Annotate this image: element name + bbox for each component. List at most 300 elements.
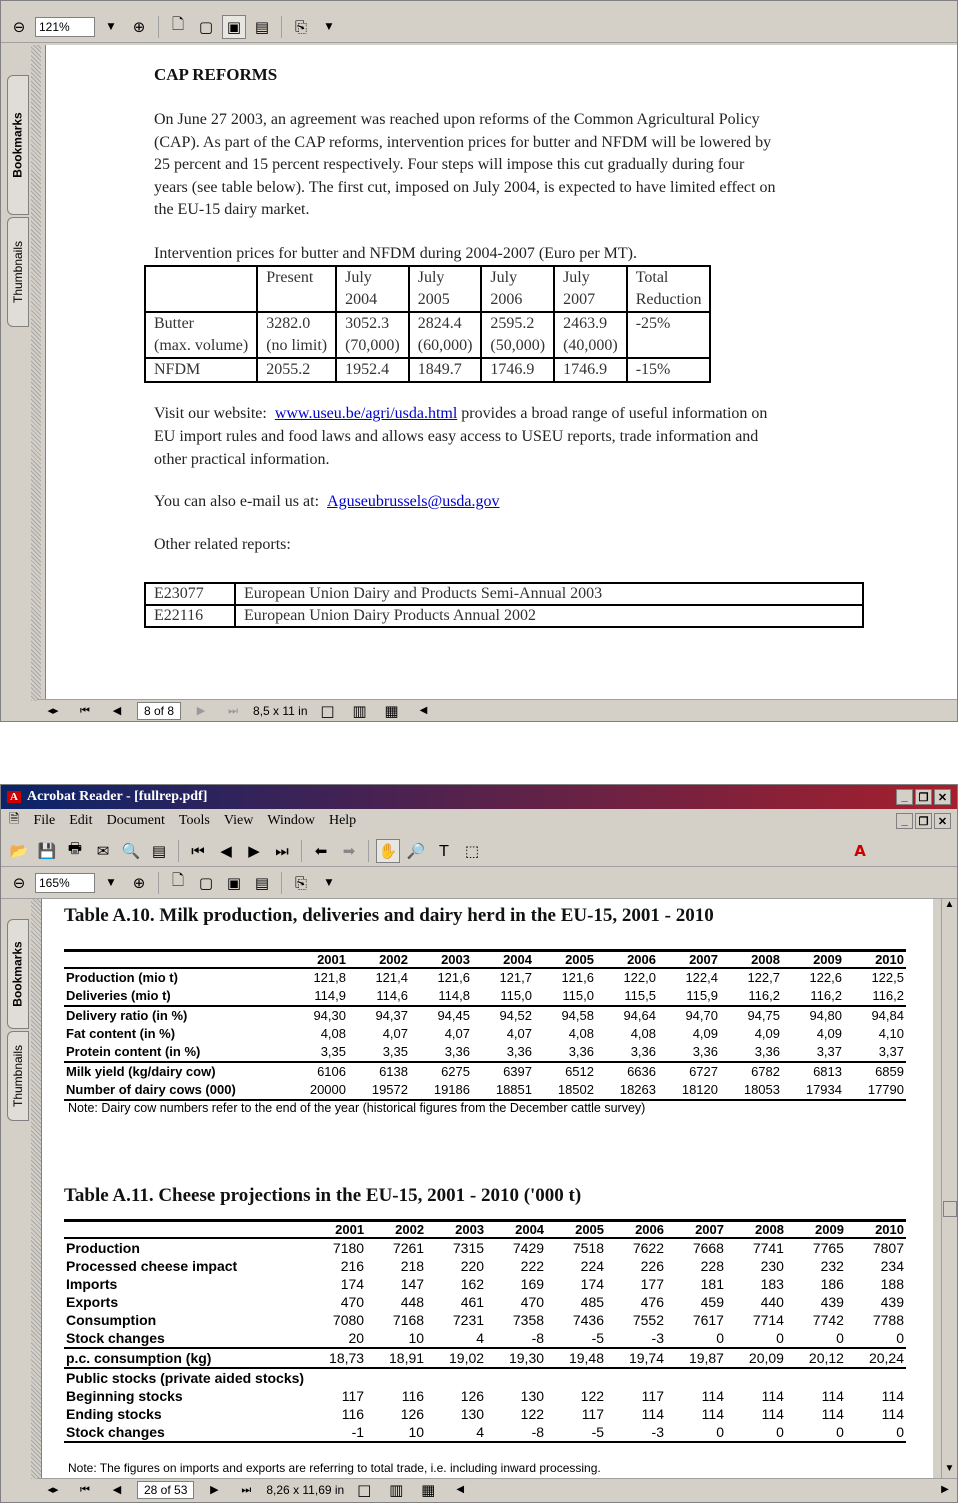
table-cell: 3,35 — [286, 1043, 348, 1062]
table-cell — [145, 312, 257, 358]
year-header: 2009 — [782, 951, 844, 969]
report-code: E23077 — [145, 583, 235, 605]
first-page-icon[interactable]: ⏮ — [191, 841, 205, 860]
table-cell: 114 — [761, 1388, 784, 1404]
table-row — [64, 1293, 906, 1311]
table-cell — [426, 1368, 486, 1387]
table-cell: 0 — [786, 1423, 846, 1442]
single-page-icon[interactable]: □ — [357, 1480, 372, 1499]
table-cell: 20,09 — [726, 1348, 786, 1368]
continuous-facing-icon[interactable]: ▦ — [421, 1480, 436, 1499]
table-cell: 114 — [701, 1406, 724, 1422]
table-cell — [145, 358, 257, 382]
year-header: 2004 — [486, 1221, 546, 1239]
go-back-icon[interactable]: ⬅ — [314, 841, 328, 860]
cell-line: -25% — [635, 315, 671, 332]
table-cell: 174 — [580, 1276, 605, 1292]
header-line: Present — [266, 269, 314, 286]
table-cell: 234 — [880, 1258, 904, 1274]
scroll-up-icon[interactable]: ▲ — [944, 899, 955, 910]
graphics-select-icon[interactable]: ⬚ — [464, 841, 480, 860]
split-icon[interactable]: ◂▸ — [47, 1483, 59, 1496]
page-number-field[interactable]: 8 of 8 — [137, 702, 181, 720]
table-cell: -3 — [606, 1329, 666, 1348]
scroll-right-icon[interactable]: ▶ — [941, 1484, 949, 1495]
table-cell: 0 — [666, 1423, 726, 1442]
row-label: Stock changes — [64, 1329, 306, 1348]
next-page-icon[interactable]: ▶ — [210, 1483, 219, 1496]
table-cell: 224 — [580, 1258, 605, 1274]
header-line: July — [417, 269, 445, 286]
window-title: Acrobat Reader - [fullrep.pdf] — [26, 789, 208, 804]
table-cell: 461 — [460, 1294, 485, 1310]
year-header: 2004 — [472, 951, 534, 969]
table-cell: 4 — [426, 1423, 486, 1442]
table-row — [145, 583, 863, 605]
table-row — [64, 1329, 906, 1348]
table-cell: 7552 — [632, 1312, 664, 1328]
table-cell: 186 — [820, 1276, 844, 1292]
website-paragraph — [154, 402, 767, 471]
cell-line: 1849.7 — [417, 361, 462, 378]
previous-page-icon[interactable]: ◀ — [112, 1483, 122, 1496]
table-a10-title: Table A.10. Milk production, deliveries and dairy herd in the EU-15, 2001 - 2010 — [64, 905, 714, 926]
cell-line: 3052.3 — [345, 315, 390, 332]
reader-window-top — [0, 0, 958, 722]
para-line: years (see table below). The first cut, imposed on July 2004, is expected to have limited effect on — [154, 178, 776, 196]
text-select-icon[interactable]: T — [439, 841, 449, 860]
header-line: July — [563, 269, 590, 286]
table-cell: 3,36 — [472, 1043, 534, 1062]
table-row — [64, 1348, 906, 1368]
minimize-icon[interactable]: _ — [896, 789, 913, 805]
row-label: p.c. consumption (kg) — [64, 1348, 306, 1368]
table-cell: 188 — [880, 1276, 904, 1292]
actual-size-icon[interactable]: 🗋 — [171, 15, 185, 33]
table-row — [64, 1311, 906, 1329]
table-cell: 169 — [520, 1276, 545, 1292]
year-header: 2002 — [366, 1221, 426, 1239]
table-cell: 122 — [580, 1388, 605, 1404]
previous-page-icon[interactable]: ◀ — [220, 841, 232, 860]
row-label: Stock changes — [64, 1423, 306, 1442]
cell-line: (40,000) — [563, 337, 618, 354]
zoom-out-icon[interactable]: ⊖ — [12, 17, 26, 36]
year-header-row — [64, 951, 906, 969]
table-cell: 94,37 — [375, 1008, 408, 1023]
zoom-in-icon[interactable]: ⊕ — [132, 873, 146, 892]
header-line: July — [345, 269, 372, 286]
cell-line: 2824.4 — [417, 315, 462, 332]
table-cell: 230 — [760, 1258, 784, 1274]
header-cell — [481, 266, 554, 312]
table-cell — [336, 312, 409, 358]
table-cell: 122 — [520, 1406, 545, 1422]
table-cell: 470 — [340, 1294, 365, 1310]
table-cell: 94,30 — [313, 1008, 346, 1023]
vertical-scrollbar[interactable] — [941, 899, 957, 1479]
zoom-input[interactable] — [35, 17, 95, 37]
table-cell: 17790 — [844, 1081, 906, 1100]
table-cell: 439 — [820, 1294, 844, 1310]
table-cell: 4,09 — [754, 1026, 780, 1041]
table-cell: 476 — [640, 1294, 664, 1310]
table-cell: 19,87 — [666, 1348, 726, 1368]
year-header: 2010 — [844, 951, 906, 969]
cheese-projections-table — [64, 1219, 906, 1443]
separator — [158, 872, 159, 894]
intro-paragraph — [154, 109, 775, 222]
table-cell: 114 — [701, 1388, 724, 1404]
table-cell — [409, 358, 482, 382]
email-line — [154, 493, 500, 511]
table-cell: 122,7 — [747, 970, 780, 985]
table-cell: 114 — [821, 1388, 844, 1404]
table-cell: 94,58 — [561, 1008, 594, 1023]
zoom-dropdown-icon[interactable]: ▼ — [107, 877, 115, 888]
table-cell: 470 — [520, 1294, 545, 1310]
next-page-icon[interactable]: ▶ — [248, 841, 260, 860]
fit-page-icon[interactable]: ▢ — [198, 17, 214, 36]
row-label: Exports — [66, 1294, 119, 1310]
menu-window[interactable]: Window — [267, 813, 315, 828]
table-cell: 114 — [761, 1406, 784, 1422]
tab-bookmarks[interactable] — [7, 919, 29, 1029]
table-cell: 4,08 — [630, 1026, 656, 1041]
table-cell: 114 — [641, 1406, 664, 1422]
separator — [281, 872, 282, 894]
table-cell: 7788 — [872, 1312, 904, 1328]
table-cell: 18053 — [720, 1081, 782, 1100]
row-label: Beginning stocks — [66, 1388, 183, 1404]
table-cell — [257, 312, 336, 358]
separator — [368, 840, 369, 862]
tab-bookmarks[interactable] — [7, 75, 29, 215]
last-page-icon[interactable]: ⏭ — [275, 841, 289, 860]
table-cell: 18851 — [472, 1081, 534, 1100]
cell-line: 3282.0 — [266, 315, 311, 332]
table-cell: 7168 — [392, 1312, 425, 1328]
year-header: 2008 — [726, 1221, 786, 1239]
table-cell: 6138 — [379, 1064, 408, 1079]
table-cell: 7315 — [452, 1240, 485, 1256]
table-cell: -8 — [486, 1329, 546, 1348]
table-a11-title: Table A.11. Cheese projections in the EU-15, 2001 - 2010 ('000 t) — [64, 1185, 582, 1206]
para-line: the EU-15 dairy market. — [154, 201, 310, 218]
table-cell — [409, 312, 482, 358]
table-row — [64, 1257, 906, 1275]
fit-page-icon[interactable]: ▢ — [198, 873, 214, 892]
table-cell — [786, 1368, 846, 1387]
open-icon[interactable]: 📂 — [9, 841, 29, 860]
scroll-left-icon[interactable]: ◀ — [419, 705, 428, 716]
table-cell — [366, 1368, 426, 1387]
table-cell: 20,24 — [846, 1348, 906, 1368]
document-page — [41, 899, 933, 1479]
first-page-icon[interactable]: ⏮ — [80, 1482, 90, 1496]
row-label: Consumption — [66, 1312, 157, 1328]
rotate-view-icon[interactable]: ⎘ — [294, 873, 307, 892]
table-cell: 94,70 — [685, 1008, 718, 1023]
doc-close-icon[interactable]: ✕ — [934, 813, 951, 829]
table-row — [64, 1062, 906, 1081]
table-cell: 0 — [846, 1329, 906, 1348]
scroll-left-icon[interactable]: ◀ — [456, 1484, 465, 1495]
table-cell — [627, 312, 711, 358]
cell-line: Butter — [154, 315, 194, 332]
fit-width-icon[interactable]: ▣ — [226, 873, 242, 892]
table-cell: 114,8 — [410, 987, 472, 1006]
acrobat-reader-window — [0, 784, 958, 1503]
table-cell: -5 — [546, 1329, 606, 1348]
tab-thumbnails[interactable] — [7, 217, 29, 327]
doc-icon[interactable]: 🗎 — [9, 811, 20, 826]
zoom-dropdown-icon[interactable]: ▼ — [107, 21, 115, 32]
table-cell: 94,80 — [809, 1008, 842, 1023]
menu-file[interactable]: File — [33, 813, 56, 828]
page-number-field[interactable]: 28 of 53 — [137, 1481, 194, 1499]
milk-production-table — [64, 949, 906, 1101]
table-cell: 4,07 — [382, 1026, 408, 1041]
toolbar — [1, 11, 957, 43]
app-icon: A — [7, 791, 21, 803]
actual-size-icon[interactable]: 🗋 — [171, 871, 185, 889]
fit-visible-icon[interactable]: ▤ — [254, 17, 270, 36]
table-cell: 94,75 — [747, 1008, 780, 1023]
single-page-icon[interactable]: □ — [320, 701, 335, 720]
table-cell: 448 — [400, 1294, 425, 1310]
table-cell: -1 — [306, 1423, 366, 1442]
zoom-in-icon[interactable]: ⊕ — [132, 17, 146, 36]
table-row — [64, 987, 906, 1006]
tab-label: Thumbnails — [11, 240, 25, 304]
year-header: 2008 — [720, 951, 782, 969]
table-cell: 4,10 — [878, 1026, 904, 1041]
previous-page-icon[interactable]: ◀ — [112, 704, 122, 717]
cell-line: 2595.2 — [490, 315, 535, 332]
table-cell: 0 — [786, 1329, 846, 1348]
table-cell: 6813 — [813, 1064, 842, 1079]
table-cell: 19,74 — [606, 1348, 666, 1368]
email-link[interactable]: Aguseubrussels@usda.gov — [327, 493, 500, 510]
first-page-icon[interactable]: ⏮ — [80, 703, 90, 717]
doc-restore-icon[interactable]: ❐ — [915, 813, 932, 829]
year-header: 2001 — [306, 1221, 366, 1239]
last-page-icon[interactable]: ⏭ — [228, 703, 238, 717]
website-link[interactable]: www.useu.be/agri/usda.html — [274, 405, 458, 422]
menu-help[interactable]: Help — [328, 813, 357, 828]
rotate-dropdown-icon[interactable]: ▼ — [325, 21, 333, 32]
report-code: E22116 — [145, 605, 235, 627]
continuous-icon[interactable]: ▥ — [352, 701, 367, 720]
table-cell: 122,4 — [685, 970, 718, 985]
split-icon[interactable]: ◂▸ — [47, 704, 59, 717]
tab-thumbnails[interactable] — [7, 1031, 29, 1121]
table-cell: 485 — [580, 1294, 605, 1310]
menu-document[interactable]: Document — [106, 813, 165, 828]
continuous-icon[interactable]: ▥ — [389, 1480, 404, 1499]
menu-edit[interactable]: Edit — [69, 813, 93, 828]
year-header: 2003 — [426, 1221, 486, 1239]
table-cell: 216 — [340, 1258, 365, 1274]
table-cell: 6512 — [565, 1064, 594, 1079]
table-cell: 6636 — [627, 1064, 656, 1079]
cell-line: 1746.9 — [490, 361, 535, 378]
table-a11-note: Note: The figures on imports and exports are referring to total trade, i.e. including inward processing. — [68, 1461, 601, 1475]
table-cell: 122,5 — [871, 970, 904, 985]
header-cell — [64, 951, 286, 969]
table-cell: 4,08 — [568, 1026, 594, 1041]
table-cell — [481, 312, 554, 358]
table-cell: 18120 — [658, 1081, 720, 1100]
table-cell: 3,37 — [844, 1043, 906, 1062]
row-label: Production — [66, 1240, 140, 1256]
search-icon[interactable]: 🔍 — [121, 841, 141, 860]
year-header: 2010 — [846, 1221, 906, 1239]
table-cell: 7080 — [332, 1312, 365, 1328]
table-cell: 6727 — [689, 1064, 718, 1079]
table-cell: 10 — [366, 1329, 426, 1348]
cell-line: (max. volume) — [154, 337, 249, 354]
go-forward-icon[interactable]: ➡ — [342, 841, 356, 860]
table-cell: 0 — [846, 1423, 906, 1442]
scroll-down-icon[interactable]: ▼ — [944, 1463, 955, 1474]
para-line: 25 percent and 15 percent respectively. Four steps will impose this cut gradually during four — [154, 156, 745, 173]
table-cell — [606, 1368, 666, 1387]
table-cell: 7807 — [872, 1240, 904, 1256]
table-cell — [627, 358, 711, 382]
pane-splitter[interactable] — [31, 899, 41, 1479]
cell-line: (no limit) — [266, 337, 328, 354]
table-cell: 117 — [581, 1406, 605, 1422]
main-toolbar — [1, 835, 957, 867]
row-label: Processed cheese impact — [66, 1258, 238, 1274]
header-line: 2006 — [490, 291, 523, 308]
intervention-price-table — [144, 265, 711, 383]
header-cell — [145, 266, 257, 312]
table-cell: 7714 — [752, 1312, 784, 1328]
table-cell: 7436 — [572, 1312, 605, 1328]
menu-tools[interactable]: Tools — [178, 813, 210, 828]
table-cell — [846, 1368, 906, 1387]
table-caption: Intervention prices for butter and NFDM during 2004-2007 (Euro per MT). — [154, 245, 637, 262]
visit-text: provides a broad range of useful information on — [457, 405, 768, 422]
header-cell — [64, 1221, 306, 1239]
cell-line: (60,000) — [417, 337, 473, 354]
fit-width-icon[interactable]: ▣ — [222, 15, 246, 39]
next-page-icon[interactable]: ▶ — [196, 704, 206, 717]
menu-view[interactable]: View — [223, 813, 254, 828]
zoom-input[interactable] — [35, 873, 95, 893]
document-window-controls — [896, 813, 951, 829]
rotate-view-icon[interactable]: ⎘ — [294, 17, 307, 36]
table-cell: 114 — [821, 1406, 844, 1422]
table-cell: 4 — [426, 1329, 486, 1348]
table-cell — [486, 1368, 546, 1387]
close-icon[interactable]: ✕ — [934, 789, 951, 805]
adobe-logo-icon[interactable]: A — [854, 841, 866, 860]
table-cell: 4,09 — [692, 1026, 718, 1041]
continuous-facing-icon[interactable]: ▦ — [384, 701, 399, 720]
header-cell — [409, 266, 482, 312]
table-cell: 116,2 — [720, 987, 782, 1006]
tab-label: Bookmarks — [11, 941, 25, 1007]
table-cell: 183 — [760, 1276, 784, 1292]
tab-label: Thumbnails — [11, 1044, 25, 1108]
fit-visible-icon[interactable]: ▤ — [254, 873, 270, 892]
header-line: July — [490, 269, 518, 286]
save-icon[interactable]: 💾 — [37, 841, 57, 860]
row-label: Number of dairy cows (000) — [64, 1081, 286, 1100]
email-icon[interactable]: ✉ — [96, 841, 110, 860]
rotate-dropdown-icon[interactable]: ▼ — [325, 877, 333, 888]
separator — [301, 840, 302, 862]
table-cell: 117 — [341, 1388, 365, 1404]
row-label: Milk yield (kg/dairy cow) — [66, 1064, 216, 1079]
table-cell: 130 — [460, 1406, 485, 1422]
tab-label: Bookmarks — [11, 112, 25, 178]
restore-icon[interactable]: ❐ — [915, 789, 932, 805]
table-cell: 226 — [640, 1258, 664, 1274]
year-header: 2005 — [534, 951, 596, 969]
table-cell: 7765 — [812, 1240, 844, 1256]
window-controls — [896, 789, 951, 805]
cell-line: 2463.9 — [563, 315, 608, 332]
table-cell: 7180 — [332, 1240, 365, 1256]
header-line: Reduction — [635, 291, 702, 308]
print-icon[interactable]: 🖶 — [67, 839, 83, 857]
table-cell: 440 — [760, 1294, 784, 1310]
table-cell — [554, 358, 627, 382]
doc-minimize-icon[interactable]: _ — [896, 813, 913, 829]
header-cell — [554, 266, 627, 312]
table-cell: 7617 — [692, 1312, 724, 1328]
cell-line: 1746.9 — [563, 361, 608, 378]
table-cell: 114,6 — [348, 987, 410, 1006]
zoom-out-icon[interactable]: ⊖ — [12, 873, 26, 892]
last-page-icon[interactable]: ⏭ — [241, 1482, 252, 1496]
table-cell: 3,35 — [348, 1043, 410, 1062]
page-size-label: 8,26 x 11,69 in — [266, 1482, 345, 1497]
email-label: You can also e-mail us at: — [154, 493, 320, 510]
table-cell: 3,36 — [596, 1043, 658, 1062]
table-row — [64, 1025, 906, 1043]
table-row — [145, 358, 710, 382]
table-row — [64, 1006, 906, 1025]
scroll-thumb[interactable] — [943, 1201, 957, 1217]
table-cell — [481, 358, 554, 382]
table-cell: 6275 — [441, 1064, 470, 1079]
table-row — [64, 1081, 906, 1100]
show-navigation-icon[interactable]: ▤ — [151, 841, 167, 860]
zoom-tool-icon[interactable]: 🔎 — [406, 841, 426, 860]
title-bar — [1, 785, 957, 809]
table-cell: 20,12 — [786, 1348, 846, 1368]
table-cell: 114,9 — [286, 987, 348, 1006]
table-cell: 19572 — [348, 1081, 410, 1100]
table-cell: 3,36 — [534, 1043, 596, 1062]
header-cell — [627, 266, 711, 312]
row-label: Ending stocks — [66, 1406, 162, 1422]
year-header-row — [64, 1221, 906, 1239]
related-reports-table — [144, 582, 864, 628]
table-row — [64, 1238, 906, 1257]
hand-tool-icon[interactable]: ✋ — [376, 839, 400, 863]
cell-line: 1952.4 — [345, 361, 390, 378]
table-cell: 7742 — [812, 1312, 844, 1328]
pane-splitter[interactable] — [31, 45, 41, 701]
para-line: EU import rules and food laws and allows easy access to USEU reports, trade information and — [154, 428, 759, 445]
